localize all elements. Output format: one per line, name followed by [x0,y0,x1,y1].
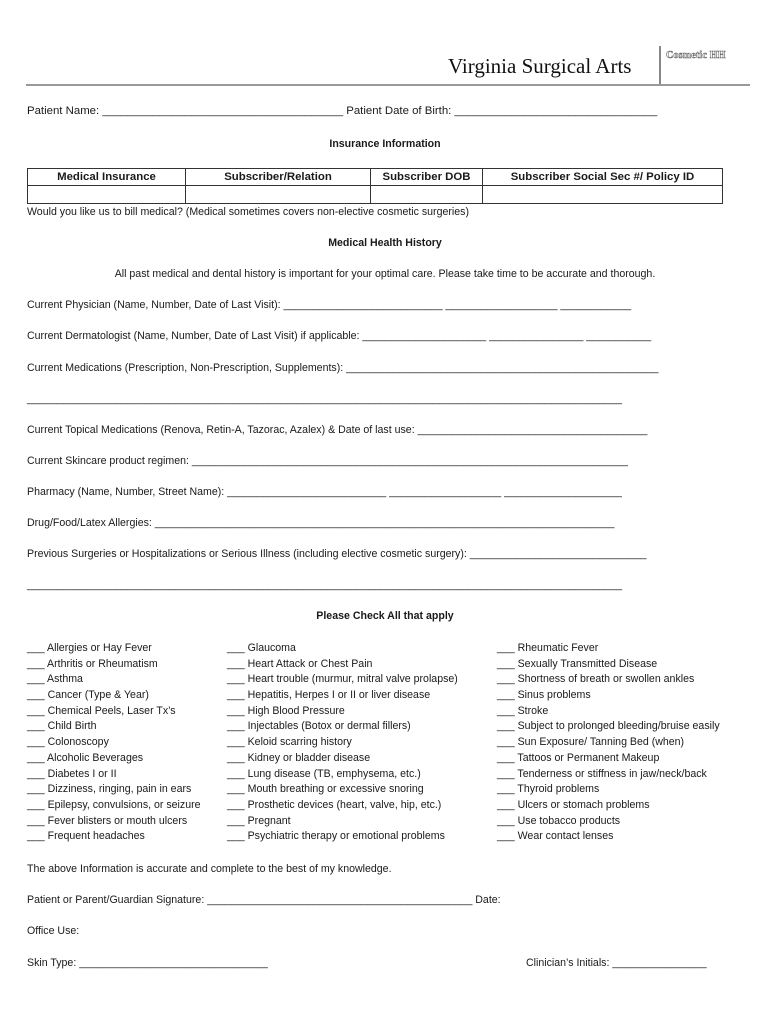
medications-field[interactable]: Current Medications (Prescription, Non-Prescription, Supplements): _____________________________________________________ [27,362,659,374]
checklist-item[interactable]: ___ Use tobacco products [497,814,621,827]
checklist-item[interactable]: ___ Child Birth [27,720,97,733]
checklist-column-1 [27,641,201,845]
col-policy-id: Subscriber Social Sec #/ Policy ID [483,169,723,186]
checklist-item[interactable]: ___ Heart trouble (murmur, mitral valve prolapse) [227,673,458,686]
checklist-item[interactable]: ___ Glaucoma [227,642,296,654]
history-intro: All past medical and dental history is important for your optimal care. Please take time to be accurate and thorough. [114,268,656,280]
clinician-initials-field[interactable]: Clinician’s Initials: ________________ [526,957,707,969]
checklist-item[interactable]: ___ Diabetes I or II [27,767,117,780]
checklist-item[interactable]: ___ Sexually Transmitted Disease [497,657,658,670]
history-heading: Medical Health History [328,237,442,249]
checklist-item[interactable]: ___ High Blood Pressure [227,704,345,717]
signature-field[interactable]: Patient or Parent/Guardian Signature: _____________________________________________ Date: [27,894,501,906]
checklist-item[interactable]: ___ Arthritis or Rheumatism [27,657,158,670]
checklist-item[interactable]: ___ Epilepsy, convulsions, or seizure [27,798,201,811]
checklist-item[interactable]: ___ Shortness of breath or swollen ankles [497,673,695,686]
checklist-item[interactable]: ___ Tattoos or Permanent Makeup [497,751,660,764]
pharmacy-field[interactable]: Pharmacy (Name, Number, Street Name): ___________________________ ___________________ ____________________ [27,486,622,498]
topical-medications-field[interactable]: Current Topical Medications (Renova, Retin-A, Tazorac, Azalex) & Date of last use: _______________________________________ [27,424,648,436]
checklist-item[interactable]: ___ Alcoholic Beverages [27,751,144,764]
checklist-item[interactable]: ___ Thyroid problems [497,783,600,796]
col-subscriber-relation: Subscriber/Relation [186,169,371,186]
patient-info-line[interactable]: Patient Name: ______________________________________ Patient Date of Birth: ________________________________ [27,105,658,117]
subscriber-relation-cell[interactable] [186,186,371,204]
surgeries-continued-field[interactable]: _____________________________________________________________________________________________________ [27,579,623,591]
medications-continued-field[interactable]: _____________________________________________________________________________________________________ [27,393,623,405]
physician-field[interactable]: Current Physician (Name, Number, Date of Last Visit): ___________________________ ___________________ ____________ [27,299,632,311]
checklist-item[interactable]: ___ Injectables (Botox or dermal fillers) [227,720,411,733]
checklist-item[interactable]: ___ Fever blisters or mouth ulcers [27,814,188,827]
office-use-label: Office Use: [27,925,80,937]
checklist-item[interactable]: ___ Dizziness, ringing, pain in ears [27,783,192,796]
insurance-header-row [28,169,723,186]
checklist-item[interactable]: ___ Sun Exposure/ Tanning Bed (when) [497,736,685,749]
skin-type-field[interactable]: Skin Type: ________________________________ [27,957,268,969]
checklist-item[interactable]: ___ Stroke [497,704,549,717]
subscriber-dob-cell[interactable] [371,186,483,204]
accuracy-statement: The above Information is accurate and complete to the best of my knowledge. [27,863,392,875]
checklist-item[interactable]: ___ Prosthetic devices (heart, valve, hip, etc.) [227,798,442,811]
policy-id-cell[interactable] [483,186,723,204]
checklist-item[interactable]: ___ Mouth breathing or excessive snoring [227,783,424,796]
checklist-column-2 [227,641,458,845]
checklist-item[interactable]: ___ Pregnant [227,814,291,827]
checklist-item[interactable]: ___ Colonoscopy [27,736,109,749]
checklist-item[interactable]: ___ Subject to prolonged bleeding/bruise easily [497,720,720,733]
checklist-item[interactable]: ___ Wear contact lenses [497,830,614,843]
dermatologist-field[interactable]: Current Dermatologist (Name, Number, Date of Last Visit) if applicable: _____________________ ________________ ___________ [27,330,652,342]
checklist-item[interactable]: ___ Cancer (Type & Year) [27,689,149,702]
insurance-heading: Insurance Information [329,138,441,150]
skincare-regimen-field[interactable]: Current Skincare product regimen: __________________________________________________________________________ [27,455,628,467]
checklist-item[interactable]: ___ Ulcers or stomach problems [497,798,650,811]
col-subscriber-dob: Subscriber DOB [371,169,483,186]
checklist-item[interactable]: ___ Sinus problems [497,689,591,702]
checklist-column-3 [497,641,720,845]
medical-insurance-cell[interactable] [28,186,186,204]
checklist-item[interactable]: ___ Chemical Peels, Laser Tx’s [27,704,176,717]
checklist-item[interactable]: ___ Heart Attack or Chest Pain [227,657,373,670]
insurance-table [27,168,723,204]
checklist-item[interactable]: ___ Keloid scarring history [227,736,352,749]
surgeries-field[interactable]: Previous Surgeries or Hospitalizations or Serious Illness (including elective cosmetic surgery): ______________________________ [27,548,647,560]
form-code-tag: Cosmetic HH [666,50,726,61]
checklist-item[interactable]: ___ Asthma [27,673,83,686]
header-divider-vertical [659,46,661,86]
checklist-item[interactable]: ___ Tenderness or stiffness in jaw/neck/back [497,767,707,780]
allergies-field[interactable]: Drug/Food/Latex Allergies: ______________________________________________________________________________ [27,517,615,529]
checklist-item[interactable]: ___ Lung disease (TB, emphysema, etc.) [227,767,421,780]
checklist-item[interactable]: ___ Rheumatic Fever [497,642,599,654]
practice-title: Virginia Surgical Arts [448,54,632,78]
checklist-item[interactable]: ___ Allergies or Hay Fever [27,642,152,654]
checklist-item[interactable]: ___ Hepatitis, Herpes I or II or liver disease [227,689,431,702]
checklist-heading: Please Check All that apply [316,610,454,622]
col-medical-insurance: Medical Insurance [28,169,186,186]
bill-medical-question: Would you like us to bill medical? (Medical sometimes covers non-elective cosmetic surgeries) [27,206,469,218]
checklist-item[interactable]: ___ Frequent headaches [27,830,145,843]
checklist-item[interactable]: ___ Kidney or bladder disease [227,751,371,764]
checklist-item[interactable]: ___ Psychiatric therapy or emotional problems [227,830,445,843]
insurance-entry-row [28,186,723,204]
header-divider-horizontal [26,84,750,86]
